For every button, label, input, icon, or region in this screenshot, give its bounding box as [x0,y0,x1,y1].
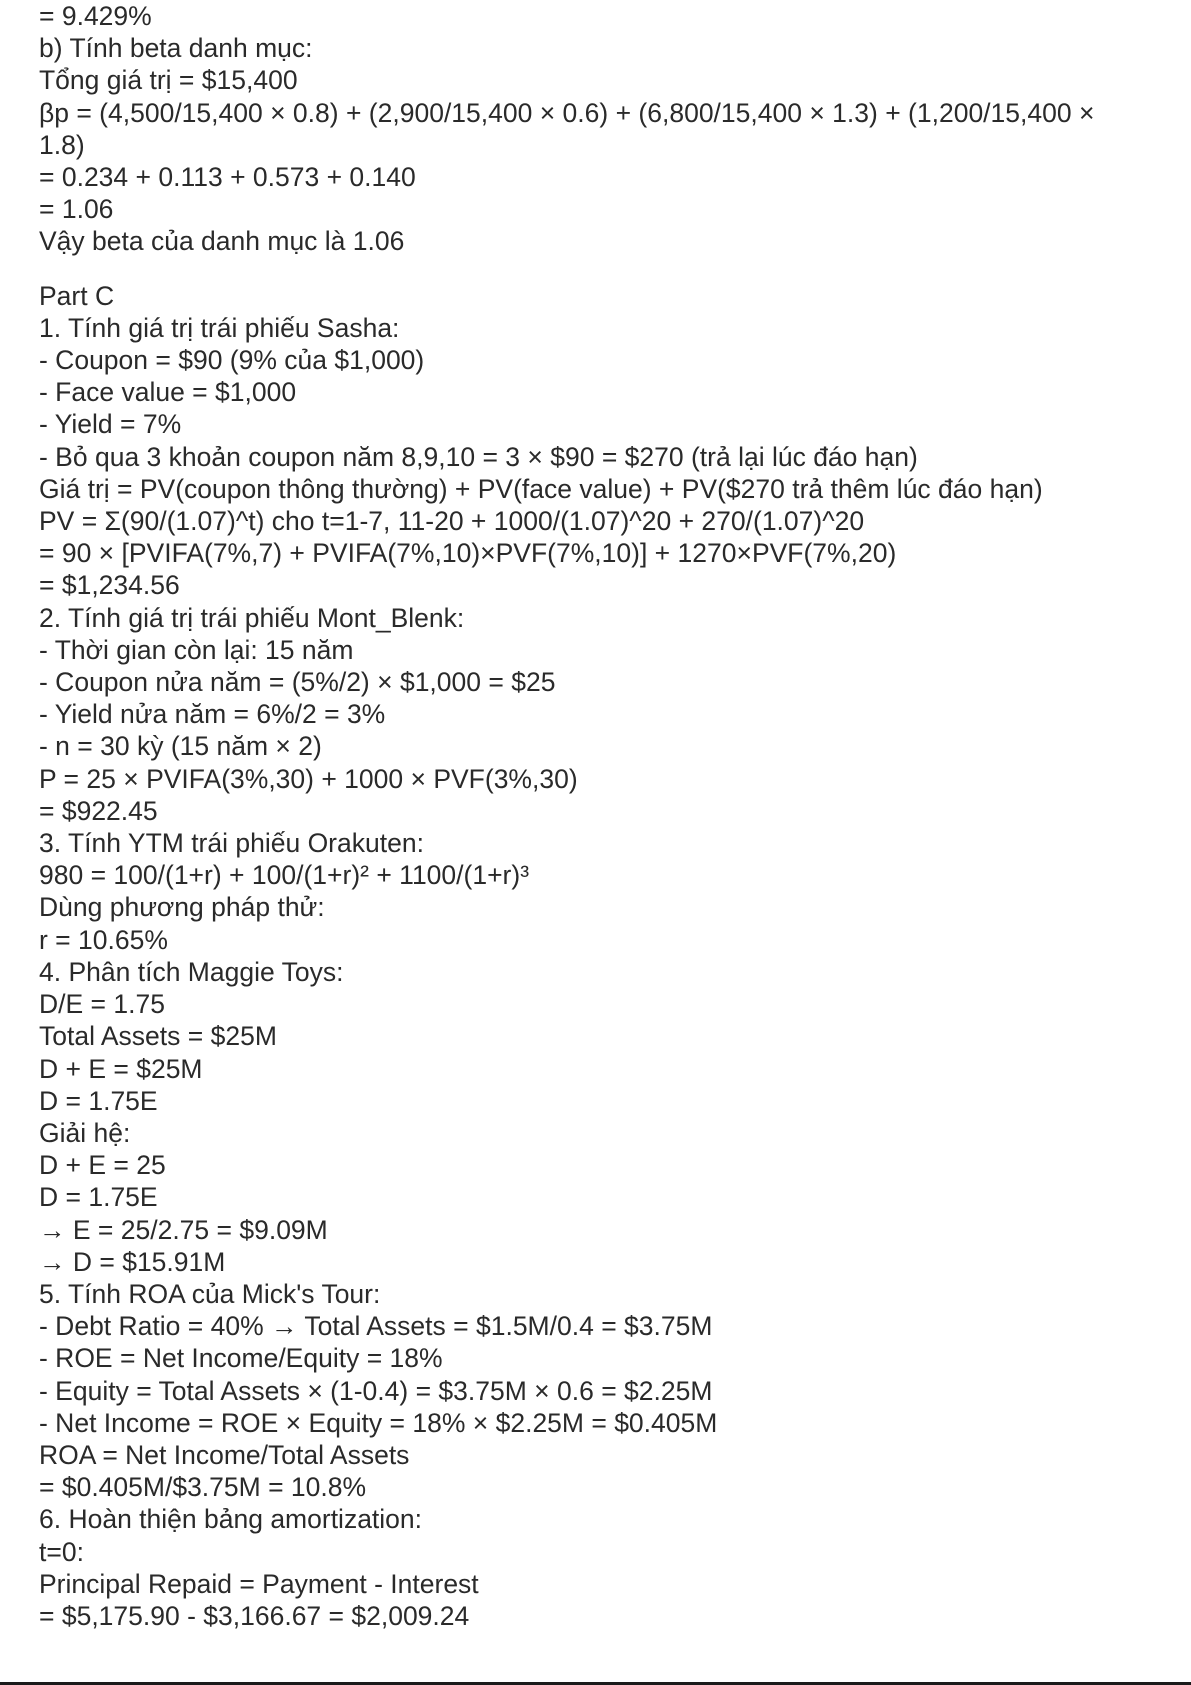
text-line: → D = $15.91M [39,1246,226,1277]
text-line: - Bỏ qua 3 khoản coupon năm 8,9,10 = 3 × $90 = $270 (trả lại lúc đáo hạn) [39,441,918,472]
text-line: 2. Tính giá trị trái phiếu Mont_Blenk: [39,602,465,633]
text-line: - n = 30 kỳ (15 năm × 2) [39,731,322,762]
text-line: = 1.06 [39,194,114,225]
text-line: 3. Tính YTM trái phiếu Orakuten: [39,828,424,859]
text-line: - Coupon = $90 (9% của $1,000) [39,345,425,376]
text-line: Total Assets = $25M [39,1021,277,1052]
text-line: - Thời gian còn lại: 15 năm [39,634,354,665]
text-line: 5. Tính ROA của Mick's Tour: [39,1278,381,1309]
text-line: Giải hệ: [39,1117,131,1148]
paragraph-gap [39,258,1159,280]
text-line: ROA = Net Income/Total Assets [39,1439,410,1470]
text-line: = $0.405M/$3.75M = 10.8% [39,1472,367,1503]
text-line: D/E = 1.75 [39,989,165,1020]
text-line: - Debt Ratio = 40% → Total Assets = $1.5M/0.4 = $3.75M [39,1311,713,1342]
text-line: = $1,234.56 [39,570,180,601]
text-line: PV = Σ(90/(1.07)^t) cho t=1-7, 11-20 + 1000/(1.07)^20 + 270/(1.07)^20 [39,506,865,537]
text-line: 4. Phân tích Maggie Toys: [39,956,344,987]
text-line: - Yield nửa năm = 6%/2 = 3% [39,699,386,730]
text-line: - Net Income = ROE × Equity = 18% × $2.25M = $0.405M [39,1407,718,1438]
text-line: t=0: [39,1536,84,1567]
document-body [39,0,1159,1632]
text-line: P = 25 × PVIFA(3%,30) + 1000 × PVF(3%,30) [39,763,578,794]
text-line: - ROE = Net Income/Equity = 18% [39,1343,443,1374]
text-line: D = 1.75E [39,1085,158,1116]
text-line: = $5,175.90 - $3,166.67 = $2,009.24 [39,1600,470,1631]
text-line: → E = 25/2.75 = $9.09M [39,1214,328,1245]
text-line: βp = (4,500/15,400 × 0.8) + (2,900/15,400 × 0.6) + (6,800/15,400 × 1.3) + (1,200/15,400 × [39,97,1095,128]
text-line: 1. Tính giá trị trái phiếu Sasha: [39,312,400,343]
text-line: Tổng giá trị = $15,400 [39,65,298,96]
part-c-section [39,280,1159,1633]
portfolio-beta-section [39,0,1159,258]
text-line: - Yield = 7% [39,409,182,440]
text-line: = 90 × [PVIFA(7%,7) + PVIFA(7%,10)×PVF(7%,10)] + 1270×PVF(7%,20) [39,538,897,569]
text-line: D + E = 25 [39,1150,166,1181]
text-line: 6. Hoàn thiện bảng amortization: [39,1504,423,1535]
text-line: D = 1.75E [39,1182,158,1213]
text-line: D + E = $25M [39,1053,203,1084]
text-line: Giá trị = PV(coupon thông thường) + PV(face value) + PV($270 trả thêm lúc đáo hạn) [39,473,1043,504]
text-line: = 9.429% [39,1,152,31]
text-line: 980 = 100/(1+r) + 100/(1+r)² + 1100/(1+r)³ [39,860,530,891]
text-line: r = 10.65% [39,924,168,955]
text-line: Principal Repaid = Payment - Interest [39,1568,479,1599]
text-line: = 0.234 + 0.113 + 0.573 + 0.140 [39,162,416,193]
text-line: - Coupon nửa năm = (5%/2) × $1,000 = $25 [39,667,556,698]
text-line: = $922.45 [39,795,158,826]
text-line: Part C [39,280,115,311]
text-line: b) Tính beta danh mục: [39,33,313,64]
text-line: - Equity = Total Assets × (1-0.4) = $3.75M × 0.6 = $2.25M [39,1375,713,1406]
text-line: - Face value = $1,000 [39,377,297,408]
text-line: Vậy beta của danh mục là 1.06 [39,226,405,257]
text-line: 1.8) [39,129,85,160]
text-line: Dùng phương pháp thử: [39,892,325,923]
